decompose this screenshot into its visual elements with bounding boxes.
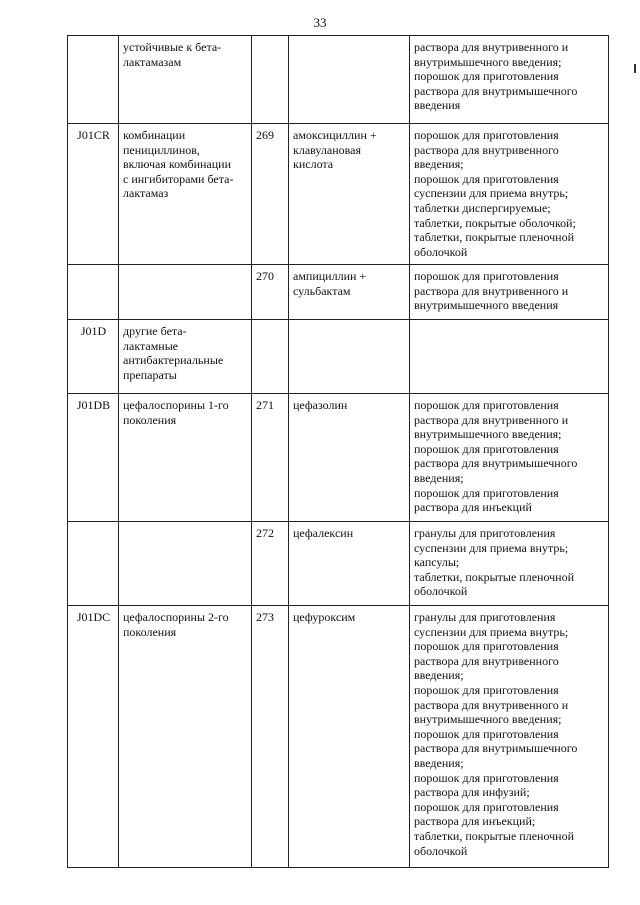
table-row [68,320,609,394]
drug-name-cell: цефазолин [289,394,410,522]
drug-table [67,35,609,868]
table-row [68,36,609,124]
dosage-forms-cell: порошок для приготовления раствора для внутривенного и внутримышечного введения; порошок для приготовления раствора для внутримышечного введения; порошок для приготовления раствора для инъекций [410,394,609,522]
dosage-forms-cell: гранулы для приготовления суспензии для приема внутрь; порошок для приготовления раствора для внутривенного введения; порошок для приготовления раствора для внутривенного и внутримышечного введения; порошок для приготовления раствора для внутримышечного введения; порошок для приготовления раствора для инфузий; порошок для приготовления раствора для инъекций; таблетки, покрытые пленочной оболочкой [410,606,609,868]
atc-code-cell: J01CR [68,124,119,265]
number-cell: 270 [252,265,289,320]
dosage-forms-cell: гранулы для приготовления суспензии для приема внутрь; капсулы; таблетки, покрытые пленочной оболочкой [410,522,609,606]
drug-name-cell: амоксициллин + клавулановая кислота [289,124,410,265]
number-cell: 269 [252,124,289,265]
number-cell [252,36,289,124]
table-row [68,606,609,868]
drug-name-cell [289,36,410,124]
table-row [68,522,609,606]
table-row [68,124,609,265]
group-cell: другие бета- лактамные антибактериальные препараты [119,320,252,394]
atc-code-cell: J01DB [68,394,119,522]
group-cell [119,522,252,606]
number-cell [252,320,289,394]
atc-code-cell [68,522,119,606]
drug-name-cell [289,320,410,394]
number-cell: 273 [252,606,289,868]
drug-name-cell: цефуроксим [289,606,410,868]
drug-name-cell: ампициллин + сульбактам [289,265,410,320]
number-cell: 272 [252,522,289,606]
atc-code-cell: J01D [68,320,119,394]
atc-code-cell [68,265,119,320]
margin-mark [634,64,636,73]
atc-code-cell [68,36,119,124]
number-cell: 271 [252,394,289,522]
group-cell [119,265,252,320]
atc-code-cell: J01DC [68,606,119,868]
dosage-forms-cell: порошок для приготовления раствора для внутривенного введения; порошок для приготовления суспензии для приема внутрь; таблетки диспергируемые; таблетки, покрытые оболочкой; таблетки, покрытые пленочной оболочкой [410,124,609,265]
table-row [68,394,609,522]
page-number: 33 [313,15,327,30]
group-cell: цефалоспорины 2-го поколения [119,606,252,868]
dosage-forms-cell [410,320,609,394]
table-row [68,265,609,320]
dosage-forms-cell: порошок для приготовления раствора для внутривенного и внутримышечного введения [410,265,609,320]
dosage-forms-cell: раствора для внутривенного и внутримышечного введения; порошок для приготовления раствора для внутримышечного введения [410,36,609,124]
group-cell: цефалоспорины 1-го поколения [119,394,252,522]
drug-name-cell: цефалексин [289,522,410,606]
group-cell: устойчивые к бета- лактамазам [119,36,252,124]
group-cell: комбинации пенициллинов, включая комбинации с ингибиторами бета- лактамаз [119,124,252,265]
